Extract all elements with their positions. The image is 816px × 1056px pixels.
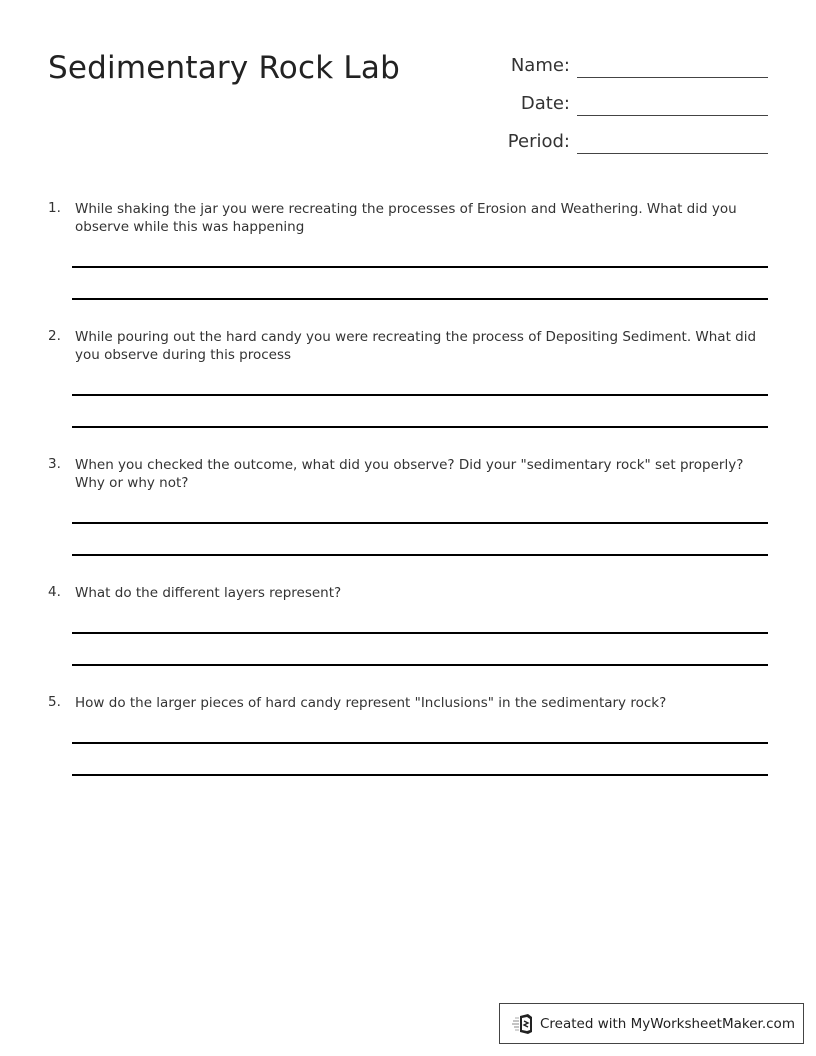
period-label: Period: [507,131,570,152]
answer-line-5b[interactable] [72,774,768,776]
question-text: While pouring out the hard candy you were recreating the process of Depositing Sediment. What did you observe during this process [75,329,757,363]
worksheet-maker-logo-icon [512,1013,534,1035]
date-label: Date: [520,93,570,114]
question-number: 2. [48,328,61,344]
answer-line-5a[interactable] [72,742,768,744]
page-title: Sedimentary Rock Lab [48,50,400,86]
answer-line-4a[interactable] [72,632,768,634]
answer-line-4b[interactable] [72,664,768,666]
period-field[interactable] [480,124,768,154]
answer-line-1a[interactable] [72,266,768,268]
date-input-line[interactable] [577,115,768,116]
answer-line-3a[interactable] [72,522,768,524]
answer-line-2a[interactable] [72,394,768,396]
question-text: How do the larger pieces of hard candy represent "Inclusions" in the sedimentary rock? [75,695,667,711]
question-number: 3. [48,456,61,472]
question-number: 1. [48,200,61,216]
period-input-line[interactable] [577,153,768,154]
answer-line-3b[interactable] [72,554,768,556]
name-label: Name: [510,55,570,76]
name-field[interactable] [480,48,768,78]
question-number: 4. [48,584,61,600]
question-text: While shaking the jar you were recreating the processes of Erosion and Weathering. What did you observe while this was happening [75,201,737,235]
answer-line-2b[interactable] [72,426,768,428]
question-number: 5. [48,694,61,710]
footer-badge[interactable] [499,1003,804,1044]
question-text: What do the different layers represent? [75,585,342,601]
answer-line-1b[interactable] [72,298,768,300]
footer-text: Created with MyWorksheetMaker.com [540,1015,795,1032]
date-field[interactable] [480,86,768,116]
question-text: When you checked the outcome, what did you observe? Did your "sedimentary rock" set properly? Why or why not? [75,457,744,491]
name-input-line[interactable] [577,77,768,78]
